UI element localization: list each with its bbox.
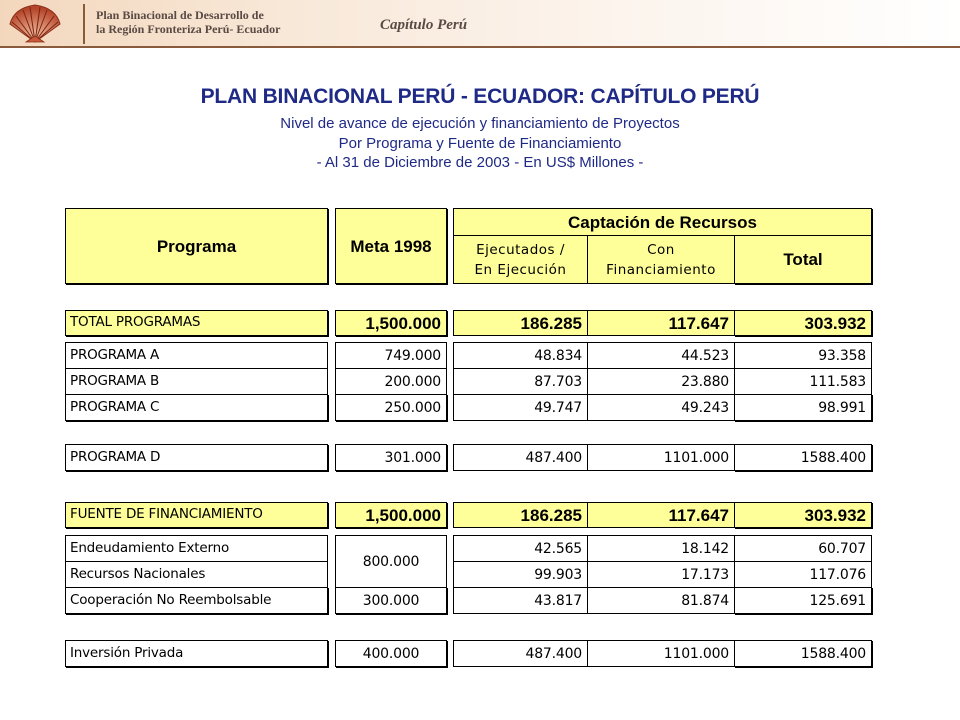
- subtitle-2: Por Programa y Fuente de Financiamiento: [338, 134, 622, 152]
- row-programa-a-con-fin: 44.523: [587, 342, 735, 369]
- shell-logo-icon: [4, 2, 66, 46]
- row-inversion-label: Inversión Privada: [65, 640, 328, 667]
- row-programa-a-total: 93.358: [734, 342, 872, 369]
- row-fuente-total: 303.932: [734, 502, 872, 528]
- row-cooperacion-label: Cooperación No Reembolsable: [65, 587, 328, 614]
- organization-name: [96, 8, 346, 36]
- header-ejecutados-line-1: Ejecutados /: [476, 241, 565, 258]
- header-meta-1998: Meta 1998: [335, 208, 447, 284]
- row-total-programas-total: 303.932: [734, 310, 872, 336]
- row-programa-c-label: PROGRAMA C: [65, 394, 328, 421]
- row-programa-d-total: 1588.400: [734, 444, 872, 471]
- chapter-label: Capítulo Perú: [380, 17, 468, 33]
- header-total: Total: [734, 235, 872, 284]
- header-con-fin-line-1: Con: [647, 241, 675, 258]
- row-recursos-con-fin: 17.173: [587, 561, 735, 588]
- row-programa-a-meta: 749.000: [335, 342, 447, 369]
- row-programa-a-label: PROGRAMA A: [65, 342, 328, 369]
- header-banner: [0, 0, 960, 48]
- row-inversion-total: 1588.400: [734, 640, 872, 667]
- row-cooperacion-total: 125.691: [734, 587, 872, 614]
- row-recursos-total: 117.076: [734, 561, 872, 588]
- org-line-1: Plan Binacional de Desarrollo de: [96, 8, 264, 22]
- row-endeudamiento-total: 60.707: [734, 535, 872, 562]
- row-inversion-con-fin: 1101.000: [587, 640, 735, 667]
- row-programa-b-total: 111.583: [734, 368, 872, 395]
- row-programa-d-ejecutados: 487.400: [453, 444, 588, 471]
- row-fuente-con-fin: 117.647: [587, 502, 735, 528]
- subtitle-3: - Al 31 de Diciembre de 2003 - En US$ Millones -: [316, 154, 644, 171]
- header-con-financiamiento: [587, 235, 735, 284]
- row-programa-b-label: PROGRAMA B: [65, 368, 328, 395]
- row-fuente-meta: 1,500.000: [335, 502, 447, 528]
- row-programa-b-meta: 200.000: [335, 368, 447, 395]
- row-programa-c-ejecutados: 49.747: [453, 394, 588, 421]
- title-block: [0, 84, 960, 173]
- row-endeudamiento-label: Endeudamiento Externo: [65, 535, 328, 562]
- row-programa-d-con-fin: 1101.000: [587, 444, 735, 471]
- row-programa-d-meta: 301.000: [335, 444, 447, 471]
- row-inversion-ejecutados: 487.400: [453, 640, 588, 667]
- header-programa: Programa: [65, 208, 328, 284]
- row-recursos-label: Recursos Nacionales: [65, 561, 328, 588]
- banner-bottom-line: [0, 46, 960, 48]
- org-line-2: la Región Fronteriza Perú- Ecuador: [96, 22, 281, 36]
- row-total-programas-con-fin: 117.647: [587, 310, 735, 336]
- row-fuente-ejecutados: 186.285: [453, 502, 588, 528]
- subtitle-1: Nivel de avance de ejecución y financiamiento de Proyectos: [280, 115, 680, 132]
- row-fuente-label: FUENTE DE FINANCIAMIENTO: [65, 502, 328, 528]
- row-programa-b-con-fin: 23.880: [587, 368, 735, 395]
- row-programa-c-total: 98.991: [734, 394, 872, 421]
- row-cooperacion-ejecutados: 43.817: [453, 587, 588, 614]
- row-recursos-ejecutados: 99.903: [453, 561, 588, 588]
- row-endeudamiento-ejecutados: 42.565: [453, 535, 588, 562]
- row-merged-meta: 800.000: [335, 535, 447, 588]
- header-ejecutados-line-2: En Ejecución: [474, 261, 567, 278]
- header-ejecutados: [453, 235, 588, 284]
- row-cooperacion-meta: 300.000: [335, 587, 447, 614]
- row-total-programas-meta: 1,500.000: [335, 310, 447, 336]
- row-programa-d-label: PROGRAMA D: [65, 444, 328, 471]
- page-title: PLAN BINACIONAL PERÚ - ECUADOR: CAPÍTULO PERÚ: [200, 85, 760, 108]
- row-programa-c-con-fin: 49.243: [587, 394, 735, 421]
- header-captacion-recursos: Captación de Recursos: [453, 208, 872, 236]
- row-inversion-meta: 400.000: [335, 640, 447, 667]
- row-endeudamiento-con-fin: 18.142: [587, 535, 735, 562]
- row-programa-c-meta: 250.000: [335, 394, 447, 421]
- banner-divider: [83, 4, 85, 44]
- row-total-programas-label: TOTAL PROGRAMAS: [65, 310, 328, 336]
- header-con-fin-line-2: Financiamiento: [606, 261, 716, 278]
- row-programa-b-ejecutados: 87.703: [453, 368, 588, 395]
- row-cooperacion-con-fin: 81.874: [587, 587, 735, 614]
- row-total-programas-ejecutados: 186.285: [453, 310, 588, 336]
- row-programa-a-ejecutados: 48.834: [453, 342, 588, 369]
